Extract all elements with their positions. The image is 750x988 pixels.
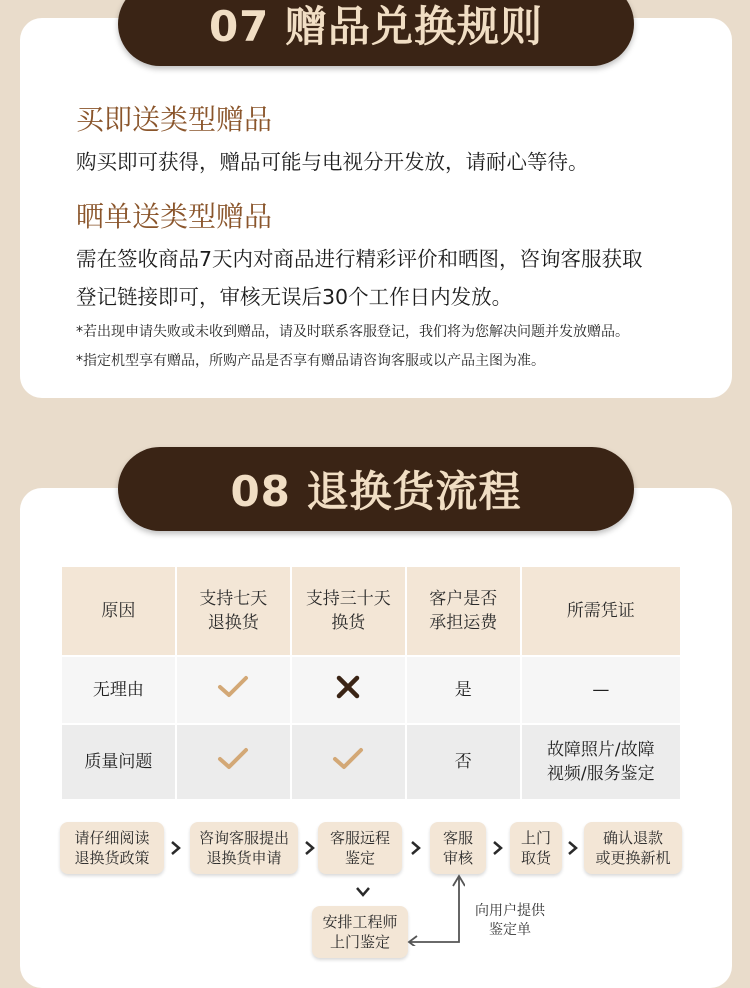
chevron-right-icon (565, 840, 581, 856)
header-shipping (407, 567, 520, 655)
cell-reason: 无理由 (62, 657, 175, 723)
review-gift-text-line1: 需在签收商品7天内对商品进行精彩评价和晒图，咨询客服获取 (76, 247, 643, 271)
cell-proof: 故障照片/故障 视频/服务鉴定 (522, 725, 680, 799)
chevron-right-icon (302, 840, 318, 856)
chevron-down-icon (355, 884, 371, 900)
flow-step-apply (190, 822, 298, 874)
cell-thirty-day (292, 657, 405, 723)
cell-thirty-day (292, 725, 405, 799)
flow-step-read-policy-label: 请仔细阅读 退换货政策 (74, 829, 150, 867)
header-reason (62, 567, 175, 655)
check-icon (332, 747, 364, 771)
section-08-header: 08 退换货流程 (118, 447, 634, 531)
header-thirty-day-label: 支持三十天 换货 (305, 589, 391, 633)
gift-note-2: *指定机型享有赠品，所购产品是否享有赠品请咨询客服或以产品主图为准。 (76, 353, 545, 369)
header-thirty-day (292, 567, 405, 655)
flow-step-engineer-visit (312, 906, 408, 958)
flow-step-remote-check (318, 822, 402, 874)
cell-proof: — (522, 657, 680, 723)
gift-note-1: *若出现申请失败或未收到赠品，请及时联系客服登记，我们将为您解决问题并发放赠品。 (76, 324, 629, 340)
cell-seven-day (177, 725, 290, 799)
flow-step-pickup-label: 上门 取货 (520, 829, 551, 867)
cell-shipping: 是 (407, 657, 520, 723)
connector-arrow-icon (405, 874, 465, 946)
table-header-row (62, 567, 680, 655)
chevron-right-icon (408, 840, 424, 856)
flow-step-read-policy (60, 822, 164, 874)
chevron-right-icon (490, 840, 506, 856)
check-icon (217, 747, 249, 771)
flow-step-review (430, 822, 486, 874)
section-07-header: 07 赠品兑换规则 (118, 0, 634, 66)
cross-icon (335, 674, 361, 700)
instant-gift-title: 买即送类型赠品 (76, 103, 273, 136)
flow-step-review-label: 客服 审核 (442, 829, 473, 867)
header-seven-day (177, 567, 290, 655)
table-row (62, 657, 680, 723)
review-gift-text-line2: 登记链接即可，审核无误后30个工作日内发放。 (76, 285, 513, 309)
instant-gift-text: 购买即可获得，赠品可能与电视分开发放，请耐心等待。 (76, 150, 589, 174)
header-proof-label: 所需凭证 (566, 601, 635, 621)
header-shipping-label: 客户是否 承担运费 (429, 589, 498, 633)
gift-rules-card (20, 18, 732, 398)
table-row (62, 725, 680, 799)
return-policy-table (60, 565, 682, 801)
review-gift-text (76, 240, 726, 316)
flow-step-apply-label: 咨询客服提出 退换货申请 (198, 829, 289, 867)
review-gift-title: 晒单送类型赠品 (76, 200, 273, 233)
flow-side-label: 向用户提供 鉴定单 (475, 903, 545, 938)
header-proof (522, 567, 680, 655)
check-icon (217, 675, 249, 699)
cell-shipping: 否 (407, 725, 520, 799)
flow-step-engineer-visit-label: 安排工程师 上门鉴定 (322, 913, 398, 951)
flow-step-refund (584, 822, 682, 874)
flow-step-remote-check-label: 客服远程 鉴定 (329, 829, 390, 867)
cell-seven-day (177, 657, 290, 723)
flow-step-pickup (510, 822, 562, 874)
chevron-right-icon (168, 840, 184, 856)
header-reason-label: 原因 (101, 601, 136, 621)
header-seven-day-label: 支持七天 退换货 (199, 589, 268, 633)
cell-reason: 质量问题 (62, 725, 175, 799)
flow-step-refund-label: 确认退款 或更换新机 (595, 829, 671, 867)
